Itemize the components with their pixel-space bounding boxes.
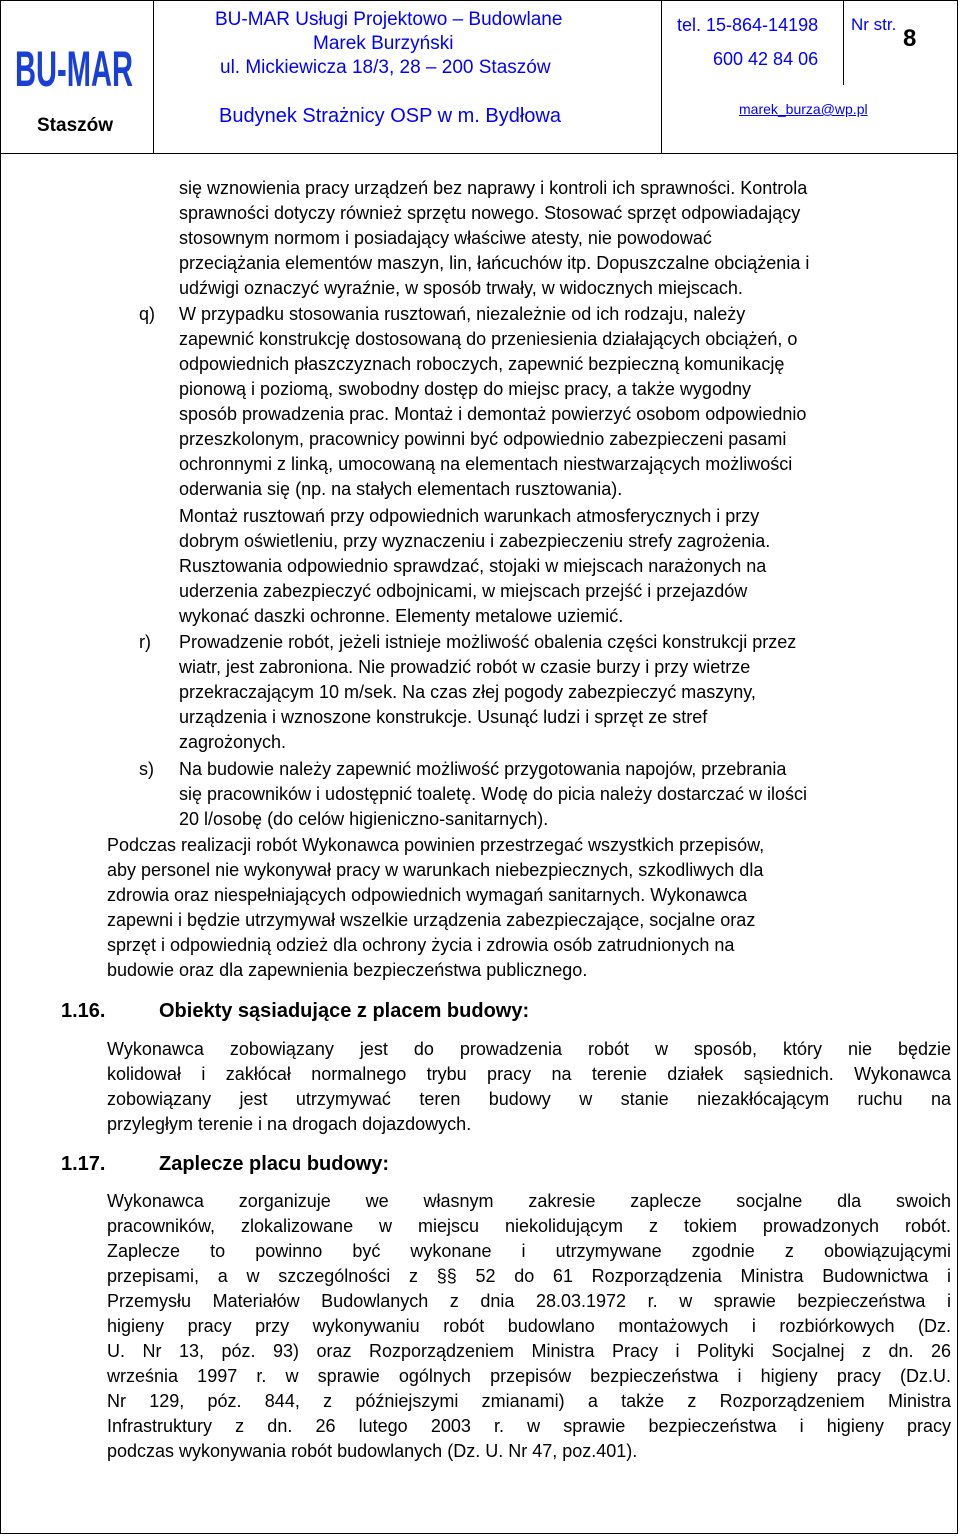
text-line: Wykonawca zorganizuje we własnym zakresie zaplecze socjalne dla swoich bbox=[107, 1191, 951, 1211]
text-line: higieny pracy przy wykonywaniu robót budowlano montażowych i rozbiórkowych (Dz. bbox=[107, 1316, 951, 1336]
text-line: zdrowia oraz niespełniających odpowiednich wymagań sanitarnych. Wykonawca bbox=[107, 885, 748, 905]
text-line: Prowadzenie robót, jeżeli istnieje możliwość obalenia części konstrukcji przez bbox=[179, 632, 797, 652]
text-line: Podczas realizacji robót Wykonawca powinien przestrzegać wszystkich przepisów, bbox=[107, 835, 765, 855]
text-line: zapewni i będzie utrzymywał wszelkie urządzenia zabezpieczające, socjalne oraz bbox=[107, 910, 756, 930]
text-line: przyległym terenie i na drogach dojazdowych. bbox=[107, 1114, 472, 1134]
header-phone: tel. 15-864-14198 bbox=[677, 15, 819, 35]
header-mobile: 600 42 84 06 bbox=[713, 49, 819, 69]
list-marker-s: s) bbox=[139, 759, 154, 779]
text-line: Przemysłu Materiałów Budowlanych z dnia 28.03.1972 r. w sprawie bezpieczeństwa i bbox=[107, 1291, 951, 1311]
text-line: sprzęt i odpowiednią odzież dla ochrony życia i zdrowia osób zatrudnionych na bbox=[107, 935, 735, 955]
text-line: urządzenia i wznoszone konstrukcje. Usunąć ludzi i sprzęt ze stref bbox=[179, 707, 708, 727]
text-line: zagrożonych. bbox=[179, 732, 287, 752]
header-divider bbox=[843, 1, 844, 85]
logo-text: BU-MAR bbox=[15, 41, 133, 97]
text-line: aby personel nie wykonywał pracy w warunkach niebezpiecznych, szkodliwych dla bbox=[107, 860, 764, 880]
bu-mar-logo bbox=[13, 39, 135, 97]
text-line: Montaż rusztowań przy odpowiednich warunkach atmosferycznych i przy bbox=[179, 506, 760, 526]
text-line: 20 l/osobę (do celów higieniczno-sanitarnych). bbox=[179, 809, 549, 829]
header-person: Marek Burzyński bbox=[313, 33, 454, 54]
list-marker-q: q) bbox=[139, 304, 156, 324]
header-project: Budynek Strażnicy OSP w m. Bydłowa bbox=[219, 105, 561, 127]
text-line: się pracowników i udostępnić toaletę. Wodę do picia należy dostarczać w ilości bbox=[179, 784, 807, 804]
text-line: ochronnymi z linką, umocowaną na elementach niestwarzających możliwości bbox=[179, 454, 793, 474]
header-email-link[interactable]: marek_burza@wp.pl bbox=[739, 101, 868, 117]
text-line: U. Nr 13, póz. 93) oraz Rozporządzeniem Ministra Pracy i Polityki Socjalnej z dn. 26 bbox=[107, 1341, 951, 1361]
text-line: przepisami, a w szczególności z §§ 52 do 61 Rozporządzenia Ministra Budownictwa i bbox=[107, 1266, 951, 1286]
text-line: Zaplecze to powinno być wykonane i utrzymywane zgodnie z obowiązującymi bbox=[107, 1241, 951, 1261]
text-line: się wznowienia pracy urządzeń bez naprawy i kontroli ich sprawności. Kontrola bbox=[179, 178, 808, 198]
section-heading: Obiekty sąsiadujące z placem budowy: bbox=[159, 1000, 530, 1022]
list-marker-r: r) bbox=[139, 632, 151, 652]
page-header bbox=[1, 1, 957, 154]
header-city: Staszów bbox=[37, 115, 114, 136]
section-number: 1.17. bbox=[61, 1153, 106, 1175]
text-line: oderwania się (np. na stałych elementach rusztowania). bbox=[179, 479, 623, 499]
text-line: września 1997 r. w sprawie ogólnych przepisów bezpieczeństwa i higieny pracy (Dz.U. bbox=[107, 1366, 951, 1386]
text-line: sprawności dotyczy również sprzętu nowego. Stosować sprzęt odpowiadający bbox=[179, 203, 801, 223]
text-line: wiatr, jest zabroniona. Nie prowadzić robót w czasie burzy i przy wietrze bbox=[179, 657, 751, 677]
text-line: zobowiązany jest utrzymywać teren budowy w stanie niezakłócającym ruchu na bbox=[107, 1089, 951, 1109]
text-line: Nr 129, póz. 844, z późniejszymi zmianami) a także z Rozporządzeniem Ministra bbox=[107, 1391, 951, 1411]
text-line: dobrym oświetleniu, przy wyznaczeniu i zabezpieczeniu strefy zagrożenia. bbox=[179, 531, 771, 551]
text-line: zapewnić konstrukcję dostosowaną do przeniesienia działających obciążeń, o bbox=[179, 329, 798, 349]
text-line: budowie oraz dla zapewnienia bezpieczeństwa publicznego. bbox=[107, 960, 588, 980]
text-line: wykonać daszki ochronne. Elementy metalowe uziemić. bbox=[179, 606, 624, 626]
text-line: przekraczającym 10 m/sek. Na czas złej pogody zabezpieczyć maszyny, bbox=[179, 682, 756, 702]
text-line: przeszkolonym, pracownicy powinni być odpowiednio zabezpieczeni pasami bbox=[179, 429, 787, 449]
page-number-label: Nr str. bbox=[851, 15, 897, 34]
header-address: ul. Mickiewicza 18/3, 28 – 200 Staszów bbox=[220, 57, 551, 78]
text-line: pionową i poziomą, swobodny dostęp do miejsc pracy, a także wygodny bbox=[179, 379, 751, 399]
text-line: pracowników, zlokalizowane w miejscu niekolidującym z tokiem prowadzonych robót. bbox=[107, 1216, 951, 1236]
text-line: podczas wykonywania robót budowlanych (Dz. U. Nr 47, poz.401). bbox=[107, 1441, 638, 1461]
text-line: kolidował i zakłócał normalnego trybu pracy na terenie działek sąsiednich. Wykonawca bbox=[107, 1064, 951, 1084]
page-number: 8 bbox=[903, 25, 917, 52]
header-divider bbox=[153, 1, 154, 153]
text-line: Infrastruktury z dn. 26 lutego 2003 r. w sprawie bezpieczeństwa i higieny pracy bbox=[107, 1416, 951, 1436]
header-divider bbox=[661, 1, 662, 153]
text-line: uderzenia zabezpieczyć odbojnicami, w miejscach przejść i przejazdów bbox=[179, 581, 748, 601]
text-line: Na budowie należy zapewnić możliwość przygotowania napojów, przebrania bbox=[179, 759, 787, 779]
text-line: Wykonawca zobowiązany jest do prowadzenia robót w sposób, który nie będzie bbox=[107, 1039, 951, 1059]
text-line: W przypadku stosowania rusztowań, niezależnie od ich rodzaju, należy bbox=[179, 304, 746, 324]
text-line: sposób prowadzenia prac. Montaż i demontaż powierzyć osobom odpowiednio bbox=[179, 404, 807, 424]
text-line: Rusztowania odpowiednio sprawdzać, stojaki w miejscach narażonych na bbox=[179, 556, 767, 576]
text-line: odpowiednich płaszczyznach roboczych, zapewnić bezpieczną komunikację bbox=[179, 354, 785, 374]
text-line: udźwigi oznaczyć wyraźnie, w sposób trwały, w widocznych miejscach. bbox=[179, 278, 743, 298]
section-heading: Zaplecze placu budowy: bbox=[159, 1153, 390, 1175]
text-line: przeciążania elementów maszyn, lin, łańcuchów itp. Dopuszczalne obciążenia i bbox=[179, 253, 810, 273]
header-company: BU-MAR Usługi Projektowo – Budowlane bbox=[215, 9, 563, 30]
text-line: stosownym normom i posiadający właściwe atesty, nie powodować bbox=[179, 228, 712, 248]
section-number: 1.16. bbox=[61, 1000, 106, 1022]
